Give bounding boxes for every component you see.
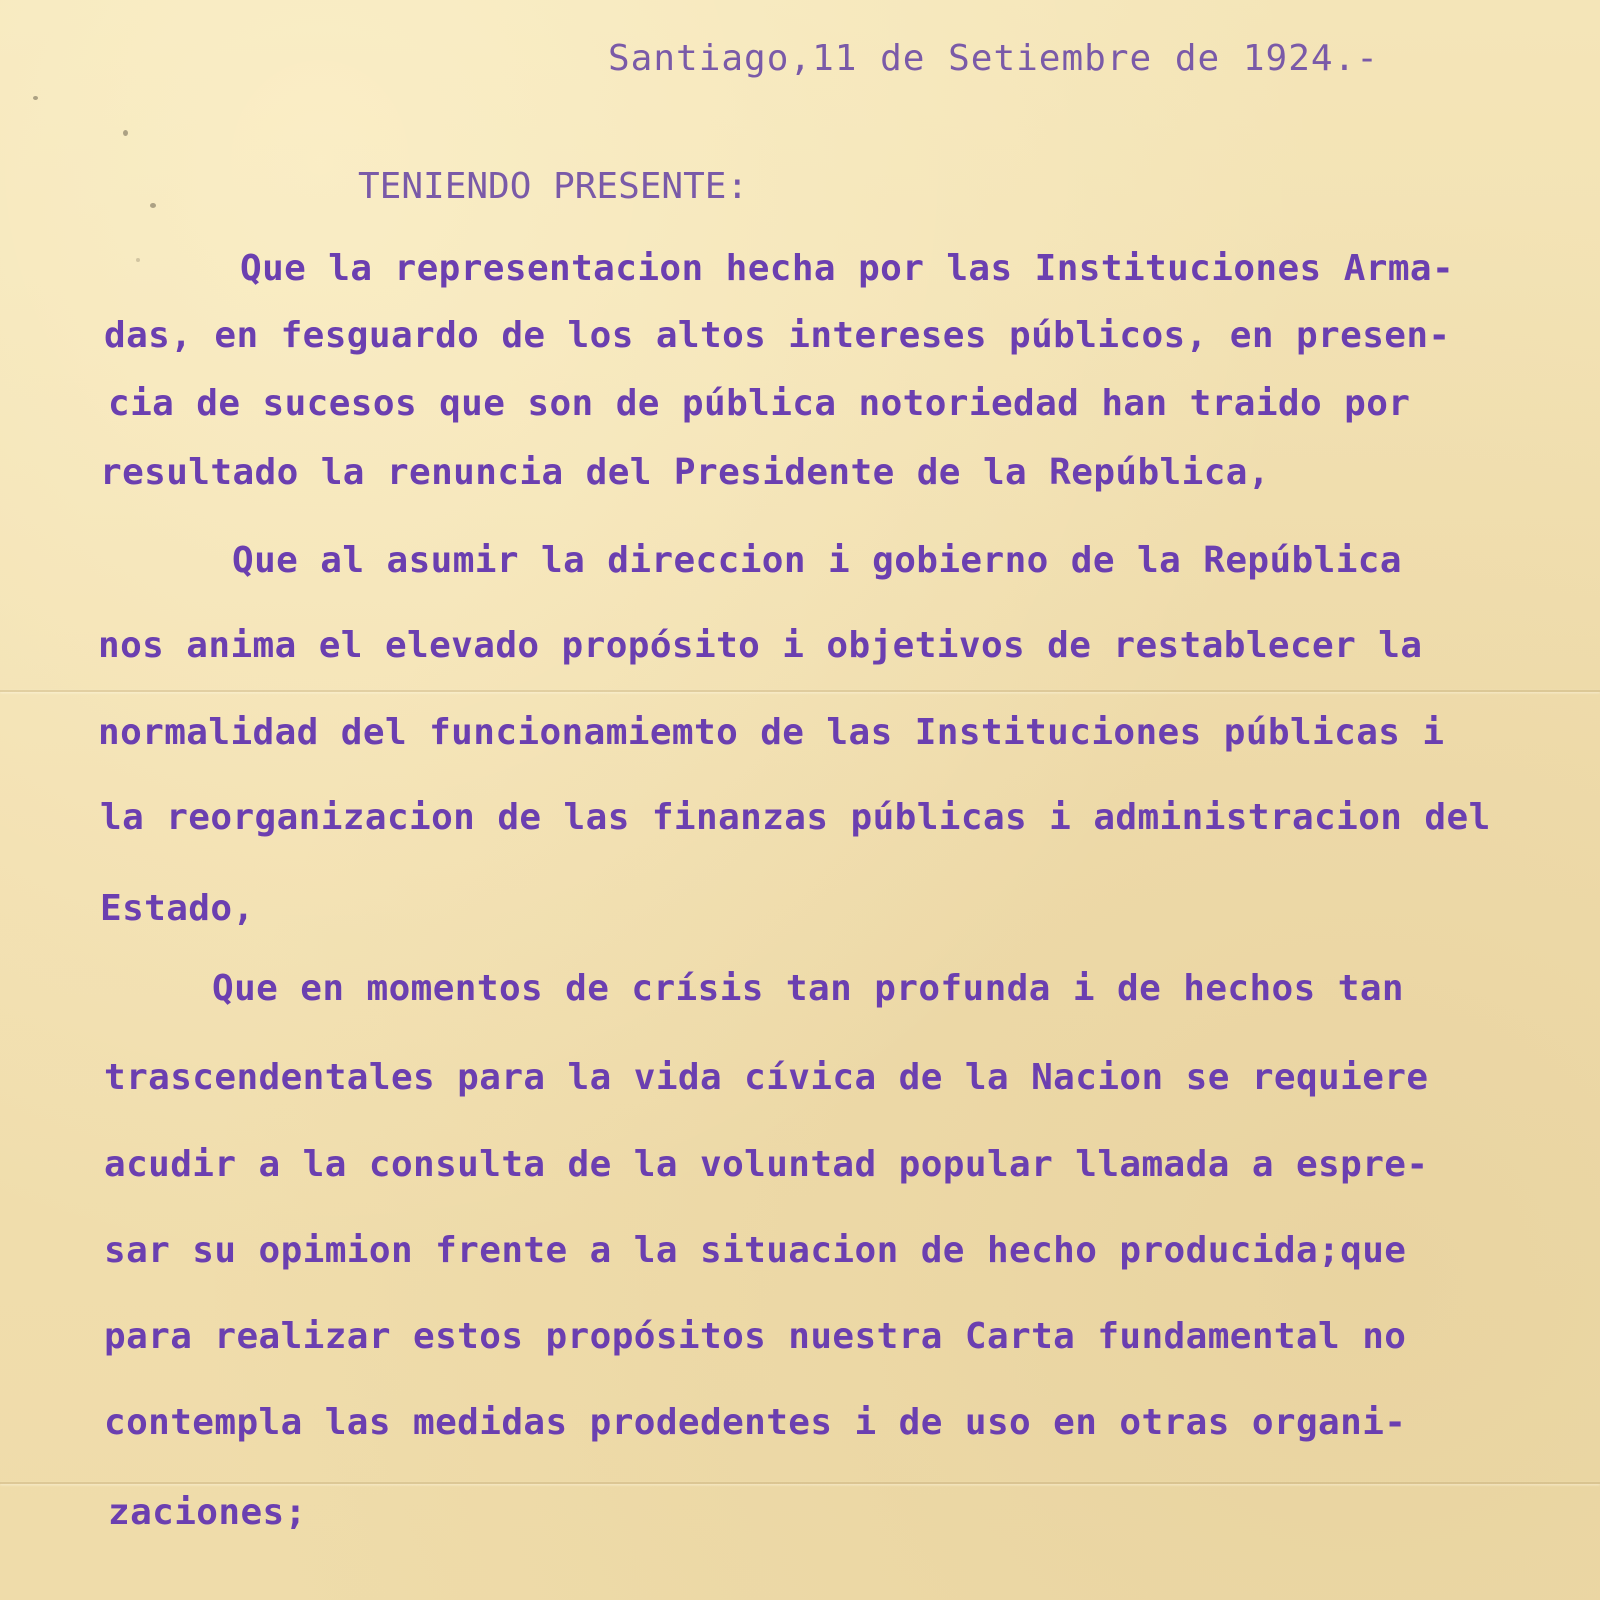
date-line: Santiago,11 de Setiembre de 1924.- xyxy=(608,38,1379,79)
body-line-16: zaciones; xyxy=(108,1492,307,1533)
fold-line-lower xyxy=(0,1482,1600,1484)
document-heading: TENIENDO PRESENTE: xyxy=(358,166,749,207)
body-line-14: para realizar estos propósitos nuestra Carta fundamental no xyxy=(104,1316,1407,1357)
paper-speck xyxy=(136,258,140,262)
paper-speck xyxy=(33,96,38,100)
body-line-15: contempla las medidas prodedentes i de uso en otras organi- xyxy=(104,1402,1407,1443)
body-line-10: Que en momentos de crísis tan profunda i de hechos tan xyxy=(212,968,1404,1009)
fold-line-upper xyxy=(0,690,1600,692)
body-line-9: Estado, xyxy=(100,888,255,929)
body-line-4: resultado la renuncia del Presidente de la República, xyxy=(100,452,1270,493)
body-line-11: trascendentales para la vida cívica de la Nacion se requiere xyxy=(104,1057,1429,1098)
body-line-5: Que al asumir la direccion i gobierno de la República xyxy=(232,540,1402,581)
body-line-12: acudir a la consulta de la voluntad popular llamada a espre- xyxy=(104,1144,1429,1185)
body-line-8: la reorganizacion de las finanzas públicas i administracion del xyxy=(100,797,1491,838)
paper-speck xyxy=(150,203,156,208)
body-line-1: Que la representacion hecha por las Instituciones Arma- xyxy=(240,248,1455,289)
body-line-3: cia de sucesos que son de pública notoriedad han traido por xyxy=(108,383,1411,424)
body-line-13: sar su opimion frente a la situacion de hecho producida;que xyxy=(104,1230,1407,1271)
body-line-6: nos anima el elevado propósito i objetivos de restablecer la xyxy=(98,625,1423,666)
paper-speck xyxy=(123,130,128,136)
body-line-7: normalidad del funcionamiemto de las Instituciones públicas i xyxy=(98,712,1445,753)
body-line-2: das, en fesguardo de los altos intereses públicos, en presen- xyxy=(104,315,1451,356)
